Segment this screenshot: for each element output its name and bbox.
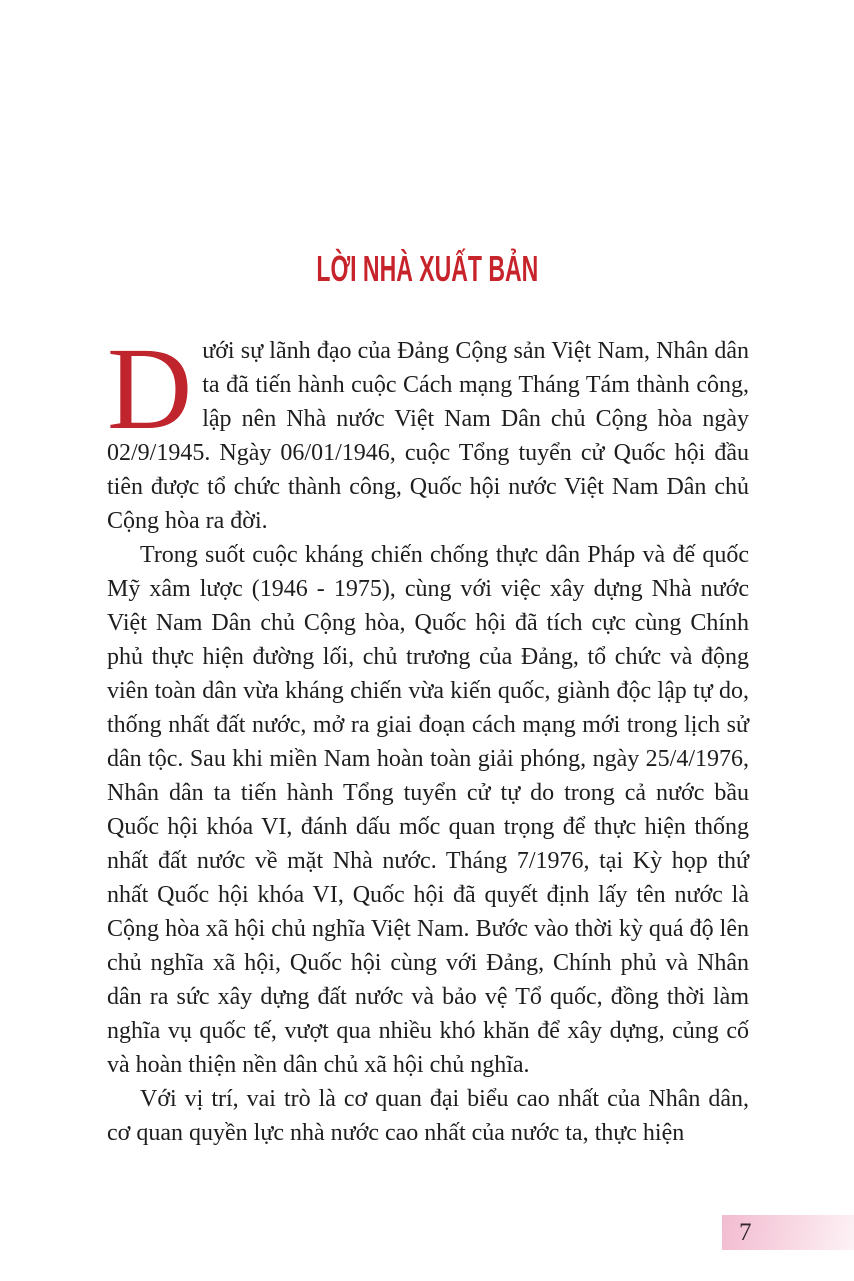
- page-title-text: LỜI NHÀ XUẤT BẢN: [316, 248, 538, 289]
- paragraph-1: [107, 323, 749, 538]
- paragraph-1-text: ưới sự lãnh đạo của Đảng Cộng sản Việt Nam, Nhân dân ta đã tiến hành cuộc Cách mạng Tháng Tám thành công, lập nên Nhà nước Việt Nam Dân chủ Cộng hòa ngày 02/9/1945. Ngày 06/01/1946, cuộc Tổng tuyển cử Quốc hội đầu tiên được tổ chức thành công, Quốc hội nước Việt Nam Dân chủ Cộng hòa ra đời.: [107, 338, 749, 534]
- page-title: [0, 243, 854, 295]
- page-number-bar: [722, 1215, 854, 1250]
- paragraph-3: Với vị trí, vai trò là cơ quan đại biểu cao nhất của Nhân dân, cơ quan quyền lực nhà nước cao nhất của nước ta, thực hiện: [107, 1086, 749, 1146]
- dropcap-letter: D: [107, 323, 193, 454]
- paragraph-2: Trong suốt cuộc kháng chiến chống thực dân Pháp và đế quốc Mỹ xâm lược (1946 - 1975), cùng với việc xây dựng Nhà nước Việt Nam Dân chủ Cộng hòa, Quốc hội đã tích cực cùng Chính phủ thực hiện đường lối, chủ trương của Đảng, tổ chức và động viên toàn dân vừa kháng chiến vừa kiến quốc, giành độc lập tự do, thống nhất đất nước, mở ra giai đoạn cách mạng mới trong lịch sử dân tộc. Sau khi miền Nam hoàn toàn giải phóng, ngày 25/4/1976, Nhân dân ta tiến hành Tổng tuyển cử tự do trong cả nước bầu Quốc hội khóa VI, đánh dấu mốc quan trọng để thực hiện thống nhất đất nước về mặt Nhà nước. Tháng 7/1976, tại Kỳ họp thứ nhất Quốc hội khóa VI, Quốc hội đã quyết định lấy tên nước là Cộng hòa xã hội chủ nghĩa Việt Nam. Bước vào thời kỳ quá độ lên chủ nghĩa xã hội, Quốc hội cùng với Đảng, Chính phủ và Nhân dân ra sức xây dựng đất nước và bảo vệ Tổ quốc, đồng thời làm nghĩa vụ quốc tế, vượt qua nhiều khó khăn để xây dựng, củng cố và hoàn thiện nền dân chủ xã hội chủ nghĩa.: [107, 542, 749, 1078]
- body-text: [107, 323, 749, 1150]
- page-number: 7: [739, 1219, 752, 1246]
